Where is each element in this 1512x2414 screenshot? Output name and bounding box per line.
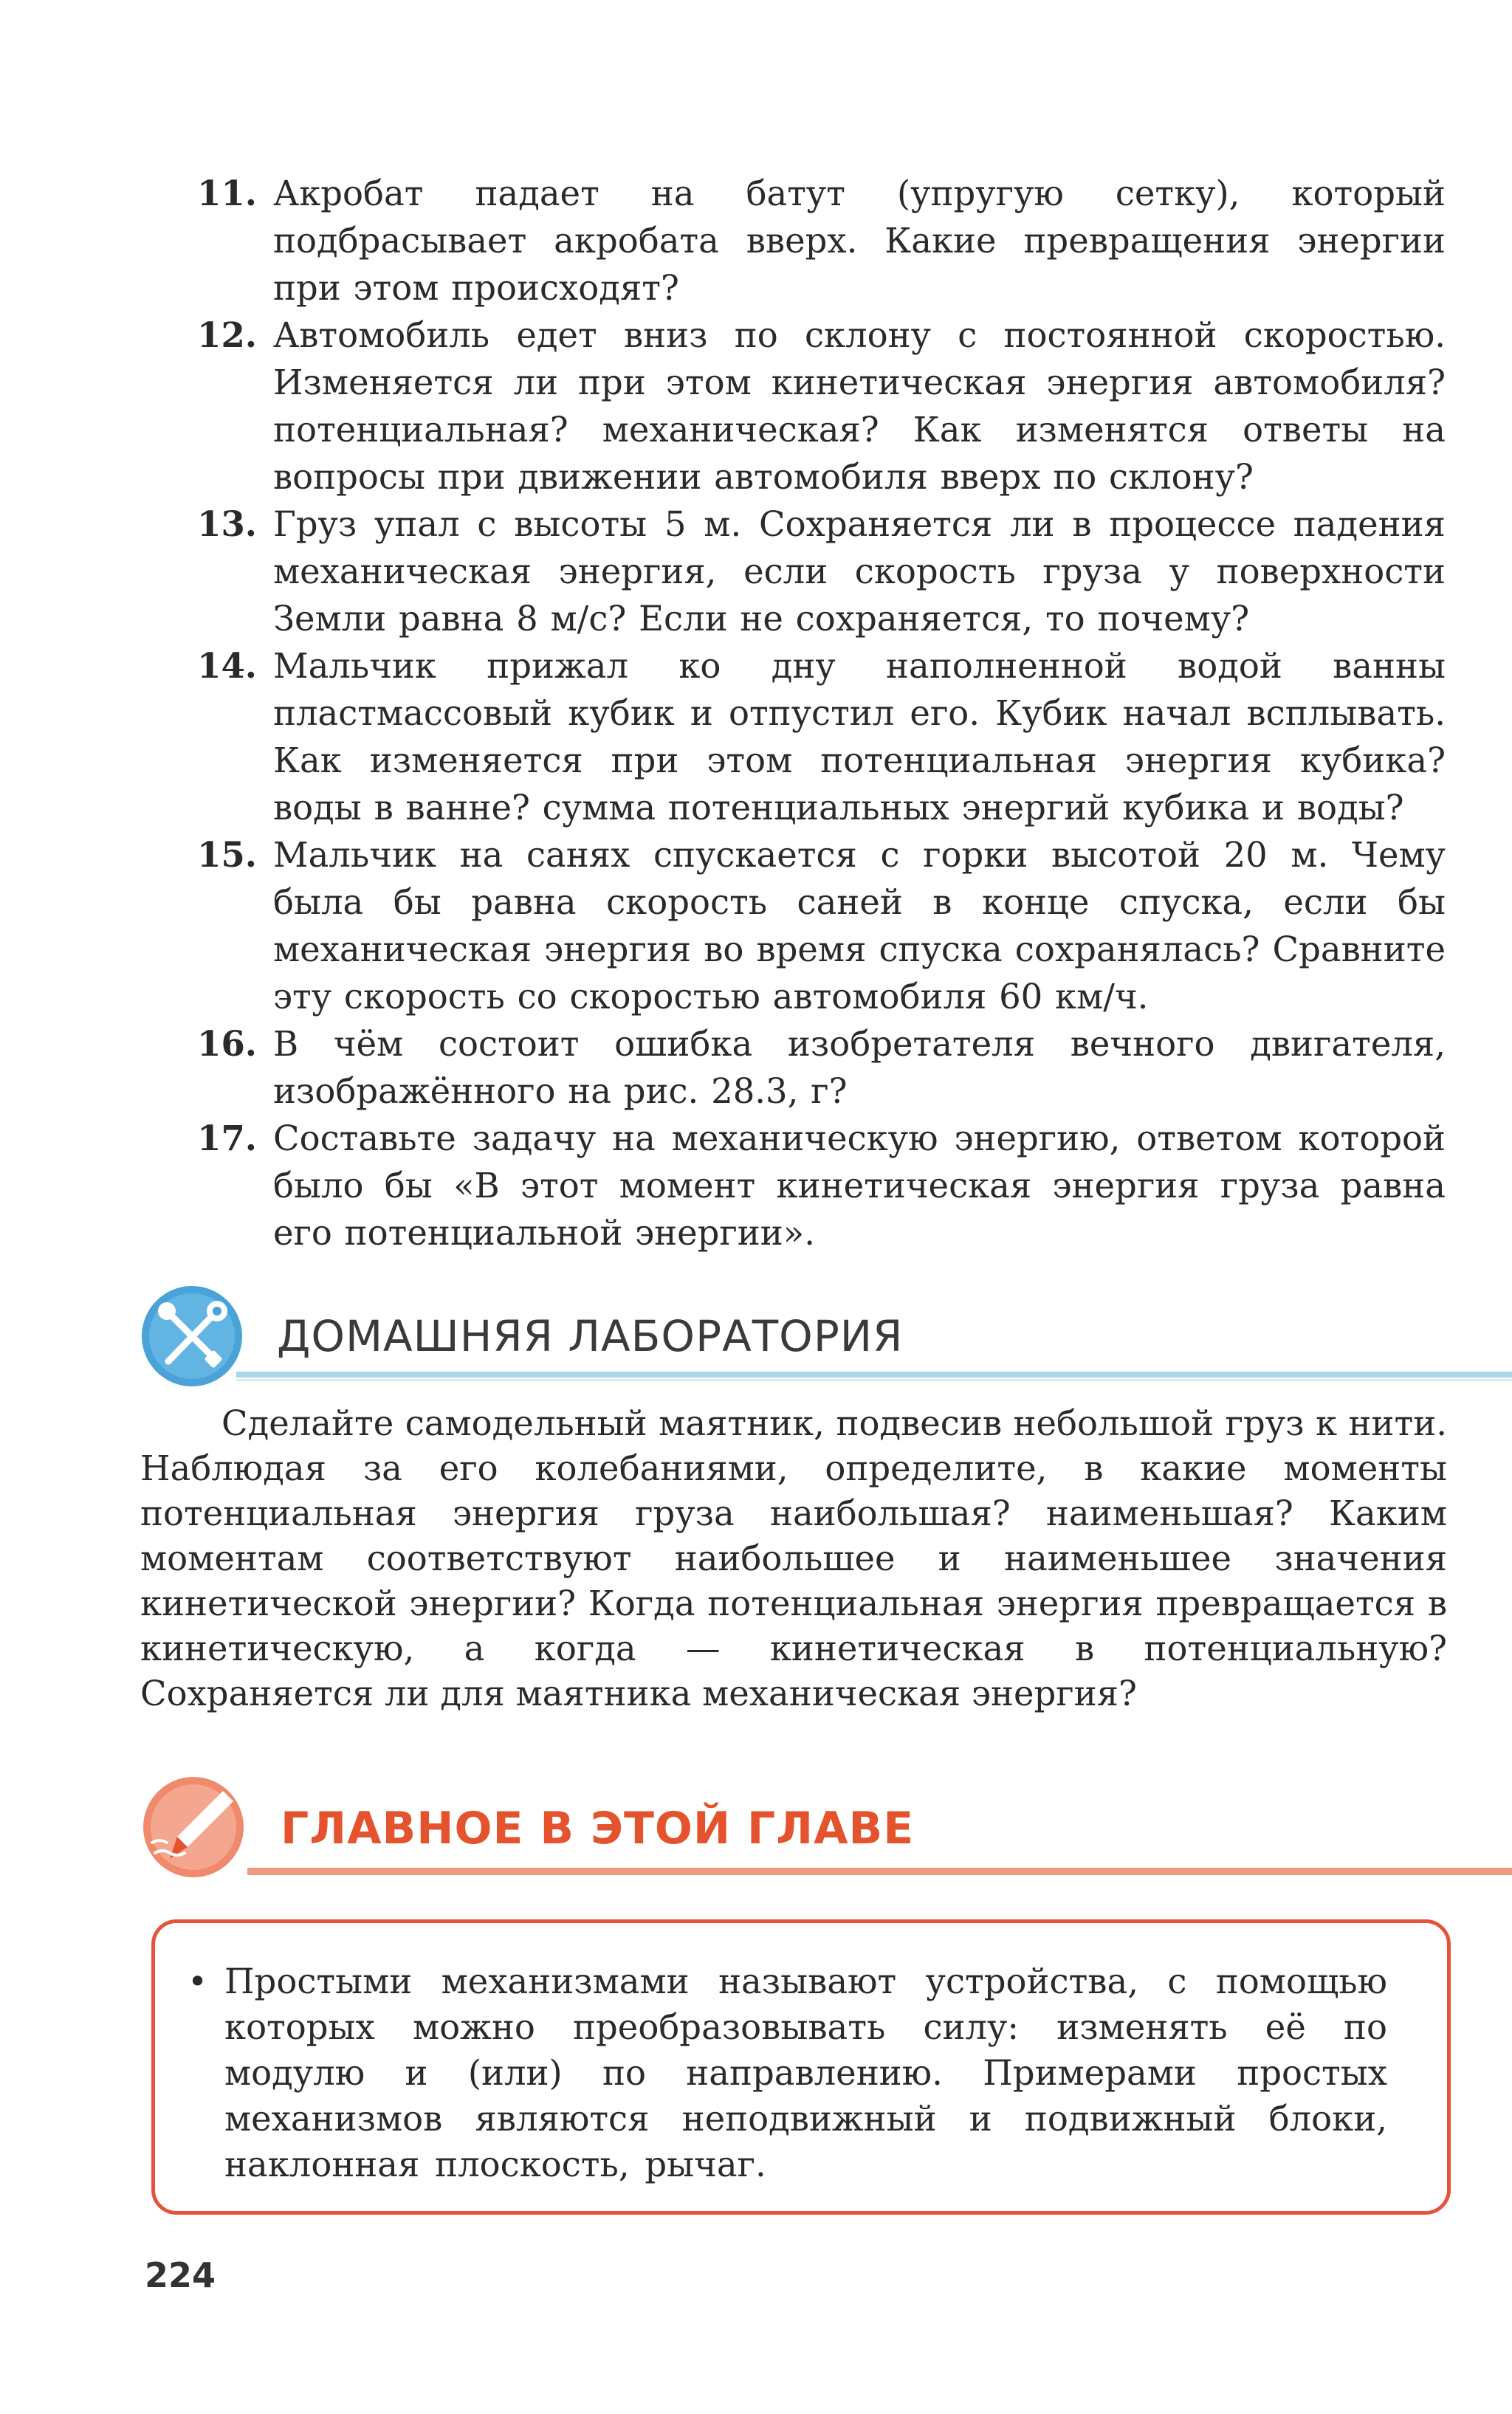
question-number: 16. (197, 1023, 257, 1064)
tools-icon (140, 1285, 244, 1388)
lab-divider-light (236, 1379, 1512, 1381)
question-text: Мальчик прижал ко дну наполненной водой ванны пластмассовый кубик и отпустил его. Кубик начал всплывать. Как изменяется при этом потенциальная энергия кубика? воды в ванне? сумма потенциальных энергий кубика и воды? (273, 646, 1446, 828)
summary-divider (247, 1868, 1512, 1875)
question-item (190, 642, 1446, 831)
question-item (190, 312, 1446, 501)
question-text: Автомобиль едет вниз по склону с постоянной скоростью. Изменяется ли при этом кинетическая энергия автомобиля? потенциальная? механическая? Как изменятся ответы на вопросы при движении автомобиля вверх по склону? (273, 315, 1446, 497)
bullet: • (188, 1961, 208, 2001)
question-item (190, 1115, 1446, 1256)
lab-divider (236, 1372, 1512, 1378)
question-text: Мальчик на санях спускается с горки высотой 20 м. Чему была бы равна скорость саней в конце спуска, если бы механическая энергия во время спуска сохранялась? Сравните эту скорость со скоростью автомобиля 60 км/ч. (273, 835, 1446, 1017)
question-item (190, 501, 1446, 642)
question-text: Груз упал с высоты 5 м. Сохраняется ли в процессе падения механическая энергия, если скорость груза у поверхности Земли равна 8 м/с? Если не сохраняется, то почему? (273, 504, 1446, 639)
summary-box (151, 1919, 1451, 2215)
home-lab-header (140, 1285, 1447, 1388)
question-number: 14. (197, 645, 257, 686)
page-number: 224 (145, 2255, 216, 2295)
summary-title: ГЛАВНОЕ В ЭТОЙ ГЛАВЕ (281, 1803, 915, 1854)
question-text: Составьте задачу на механическую энергию, ответом которой было бы «В этот момент кинетическая энергия груза равна его потенциальной энергии». (273, 1118, 1446, 1253)
question-number: 17. (197, 1118, 257, 1158)
question-text: Акробат падает на батут (упругую сетку), который подбрасывает акробата вверх. Какие превращения энергии при этом происходят? (273, 173, 1446, 308)
question-number: 15. (197, 834, 257, 875)
lab-title: ДОМАШНЯЯ ЛАБОРАТОРИЯ (277, 1311, 904, 1361)
summary-text: Простыми механизмами называют устройства, с помощью которых можно преобразовывать силу: изменять её по модулю и (или) по направлению. Примерами простых механизмов являются неподвижный и подвижный блоки, наклонная плоскость, рычаг. (224, 1961, 1387, 2184)
question-item (190, 1020, 1446, 1115)
summary-item (188, 1959, 1387, 2187)
question-number: 12. (197, 314, 257, 355)
lab-text: Сделайте самодельный маятник, подвесив небольшой груз к нити. Наблюдая за его колебаниями, определите, в какие моменты потенциальная энергия груза наибольшая? наименьшая? Каким моментам соответствуют наибольшее и наименьшее значения кинетической энергии? Когда потенциальная энергия превращается в кинетическую, а когда — кинетическая в потенциальную? Сохраняется ли для маятника механическая энергия? (140, 1403, 1447, 1713)
question-text: В чём состоит ошибка изобретателя вечного двигателя, изображённого на рис. 28.3, г? (273, 1024, 1446, 1111)
question-number: 11. (197, 173, 257, 213)
question-list (190, 170, 1446, 1256)
question-item (190, 170, 1446, 312)
pen-icon (140, 1772, 251, 1882)
question-number: 13. (197, 503, 257, 544)
summary-header (140, 1772, 1462, 1890)
question-item (190, 831, 1446, 1020)
